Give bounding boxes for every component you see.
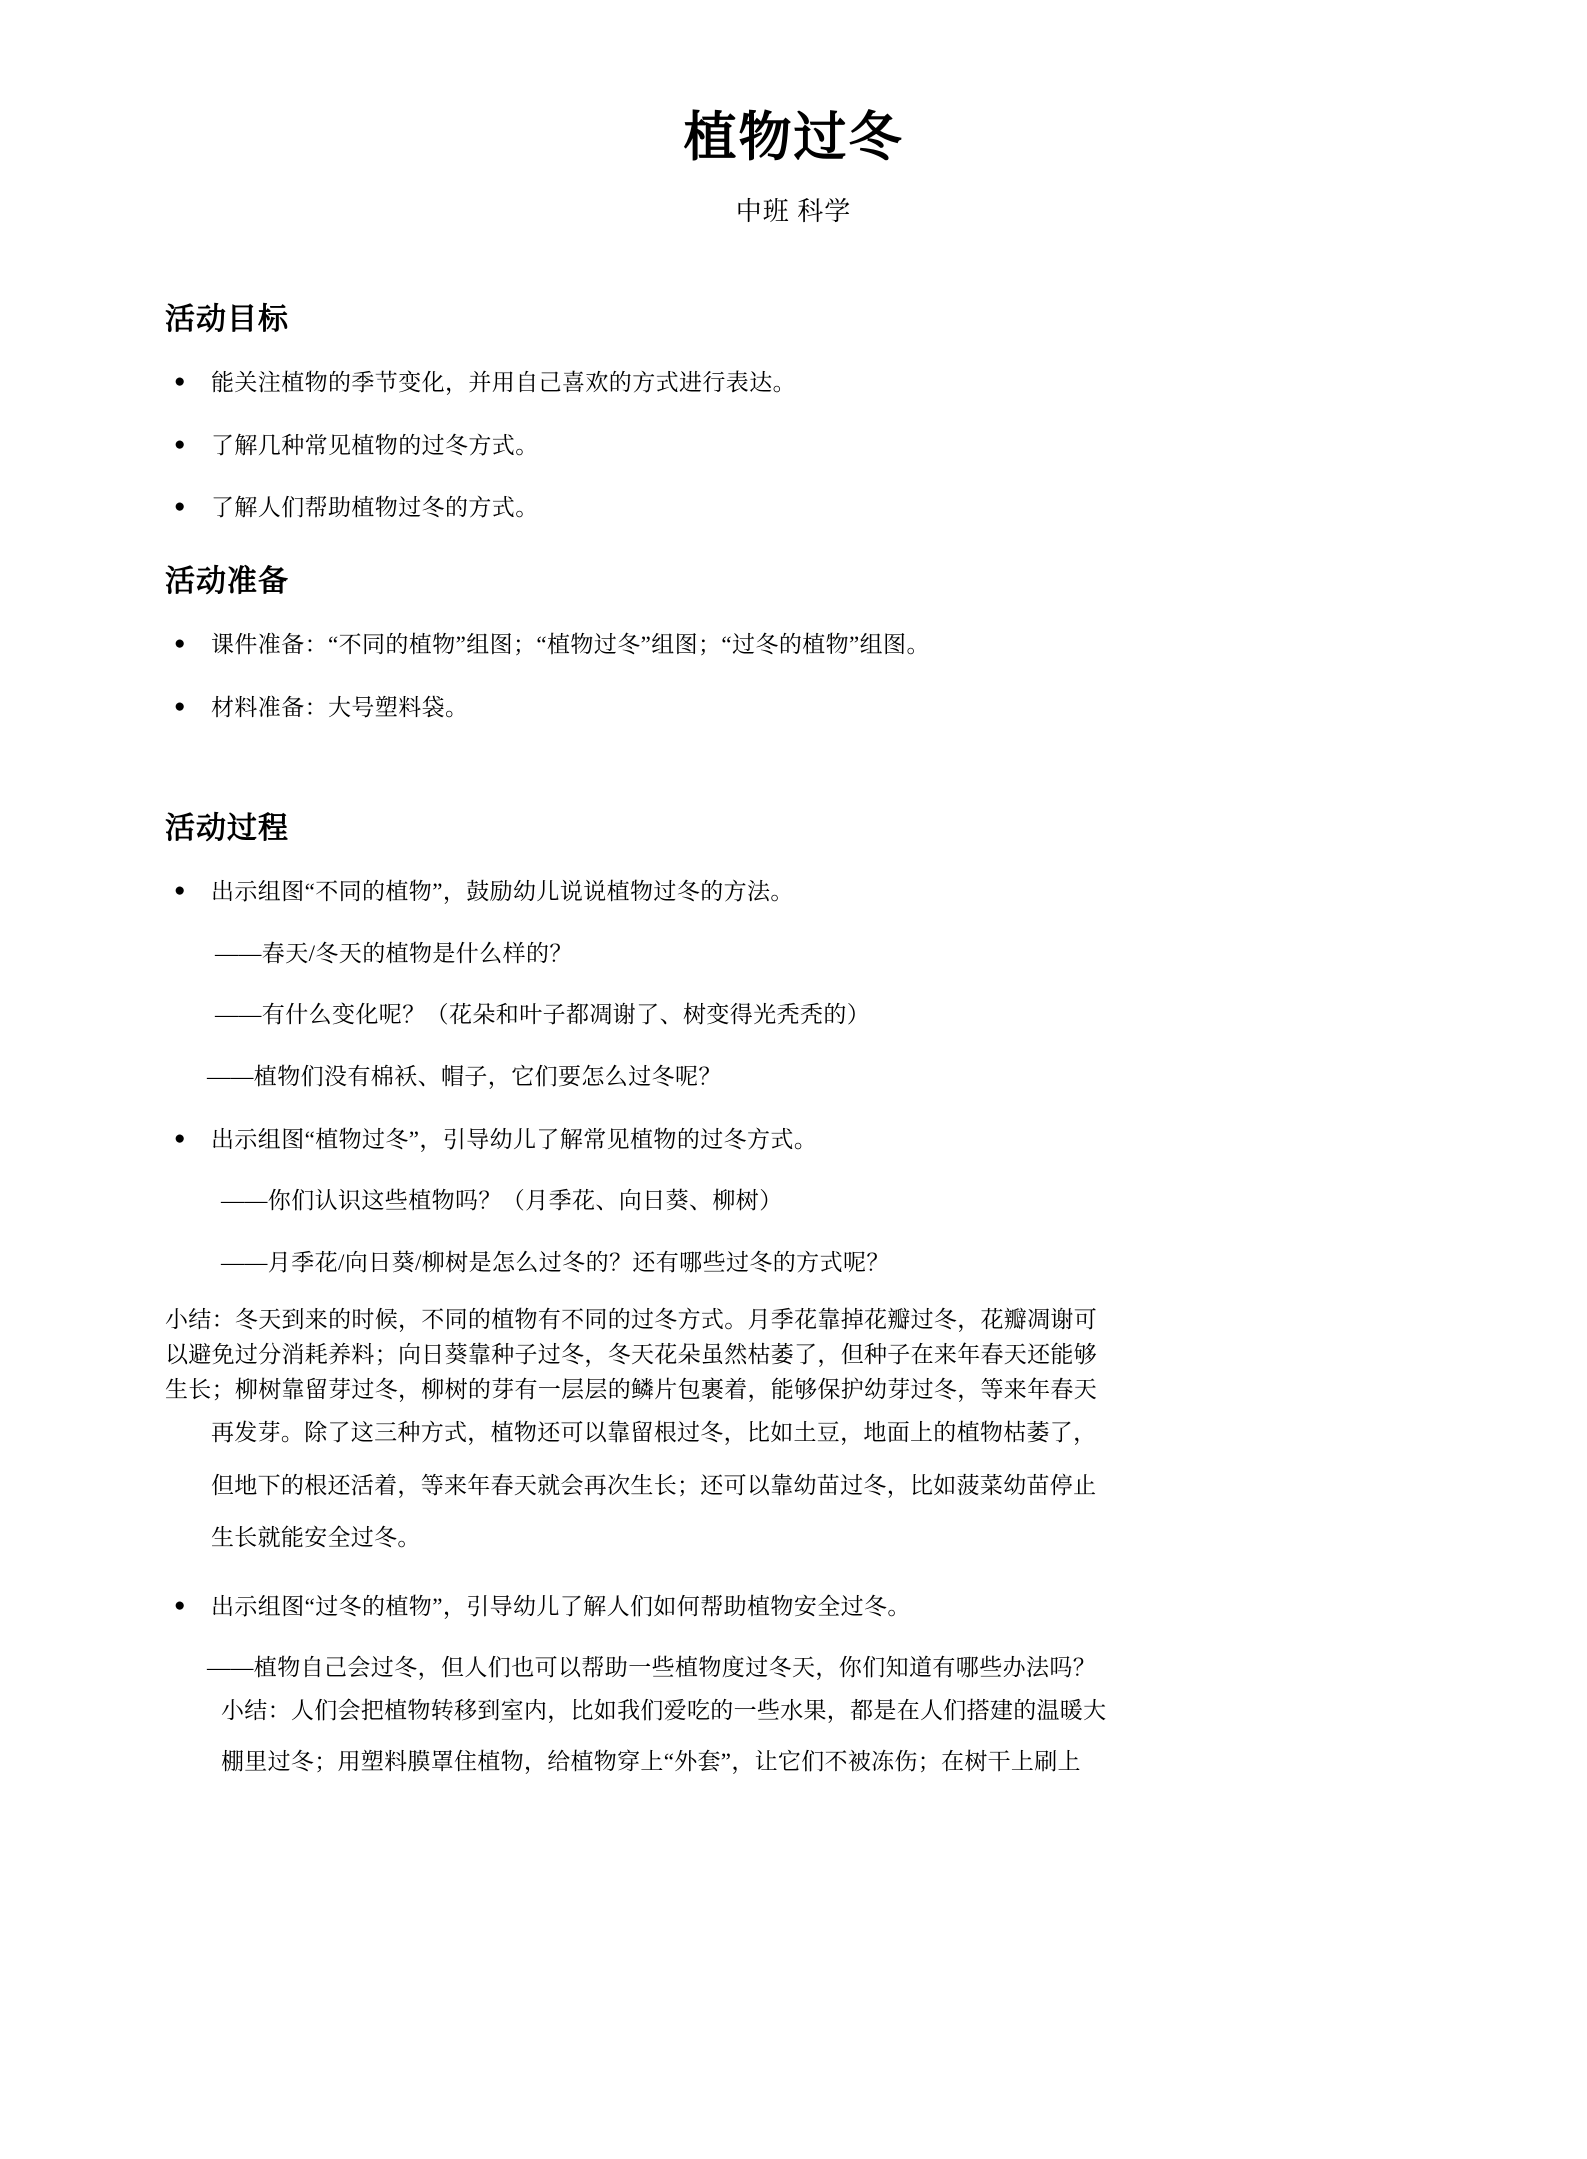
page-title: 植物过冬 bbox=[683, 109, 904, 167]
bullet-icon: ● bbox=[174, 695, 186, 717]
summary-line: 棚里过冬；用塑料膜罩住植物，给植物穿上“外套”，让它们不被冻伤；在树干上刷上 bbox=[221, 1748, 1081, 1774]
summary-paragraph bbox=[165, 1303, 1422, 1408]
section-heading-goals: 活动目标 bbox=[165, 302, 289, 336]
bullet-icon: ● bbox=[174, 1594, 186, 1616]
list-item-text: 了解几种常见植物的过冬方式。 bbox=[211, 432, 539, 458]
bullet-icon: ● bbox=[174, 632, 186, 654]
list-item-text: 课件准备：“不同的植物”组图；“植物过冬”组图；“过冬的植物”组图。 bbox=[211, 631, 930, 657]
question-line: ——有什么变化呢？（花朵和叶子都凋谢了、树变得光秃秃的） bbox=[215, 1002, 871, 1028]
list-item bbox=[165, 428, 1422, 464]
summary-line: 但地下的根还活着，等来年春天就会再次生长；还可以靠幼苗过冬，比如菠菜幼苗停止 bbox=[211, 1472, 1097, 1498]
question-line: ——植物们没有棉袄、帽子，它们要怎么过冬呢？ bbox=[207, 1064, 722, 1090]
list-item bbox=[165, 874, 1422, 910]
bullet-icon: ● bbox=[174, 433, 186, 455]
list-item-text: 出示组图“过冬的植物”，引导幼儿了解人们如何帮助植物安全过冬。 bbox=[211, 1593, 911, 1619]
summary-line: 再发芽。除了这三种方式，植物还可以靠留根过冬，比如土豆，地面上的植物枯萎了， bbox=[211, 1420, 1097, 1446]
question-line: ——你们认识这些植物吗？（月季花、向日葵、柳树） bbox=[221, 1188, 783, 1214]
section-heading-process: 活动过程 bbox=[165, 812, 289, 846]
list-item-text: 材料准备：大号塑料袋。 bbox=[211, 694, 469, 720]
summary-line: 小结：人们会把植物转移到室内，比如我们爱吃的一些水果，都是在人们搭建的温暖大 bbox=[221, 1698, 1107, 1724]
summary-line: 小结：冬天到来的时候，不同的植物有不同的过冬方式。月季花靠掉花瓣过冬，花瓣凋谢可 bbox=[165, 1306, 1097, 1332]
page-subtitle: 中班 科学 bbox=[735, 196, 852, 226]
summary-line: 生长就能安全过冬。 bbox=[211, 1525, 421, 1551]
list-item-text: 能关注植物的季节变化，并用自己喜欢的方式进行表达。 bbox=[211, 369, 796, 395]
bullet-icon: ● bbox=[174, 370, 186, 392]
list-item-text: 了解人们帮助植物过冬的方式。 bbox=[211, 495, 539, 521]
list-item-text: 出示组图“不同的植物”，鼓励幼儿说说植物过冬的方法。 bbox=[211, 879, 794, 905]
list-item bbox=[165, 1589, 1422, 1625]
list-item bbox=[165, 690, 1422, 726]
bullet-icon: ● bbox=[174, 1127, 186, 1149]
question-line: ——春天/冬天的植物是什么样的？ bbox=[215, 940, 573, 966]
summary-line: 生长；柳树靠留芽过冬，柳树的芽有一层层的鳞片包裹着，能够保护幼芽过冬，等来年春天 bbox=[165, 1376, 1097, 1402]
bullet-icon: ● bbox=[174, 496, 186, 518]
list-item bbox=[165, 365, 1422, 401]
section-heading-preparation: 活动准备 bbox=[165, 564, 289, 598]
summary-line: 以避免过分消耗养料；向日葵靠种子过冬，冬天花朵虽然枯萎了，但种子在来年春天还能够 bbox=[165, 1341, 1097, 1367]
bullet-icon: ● bbox=[174, 880, 186, 902]
list-item bbox=[165, 627, 1422, 663]
question-line: ——月季花/向日葵/柳树是怎么过冬的？还有哪些过冬的方式呢？ bbox=[221, 1249, 890, 1275]
list-item bbox=[165, 1122, 1422, 1158]
list-item bbox=[165, 490, 1422, 526]
list-item-text: 出示组图“植物过冬”，引导幼儿了解常见植物的过冬方式。 bbox=[211, 1126, 818, 1152]
question-line: ——植物自己会过冬，但人们也可以帮助一些植物度过冬天，你们知道有哪些办法吗？ bbox=[207, 1655, 1097, 1681]
